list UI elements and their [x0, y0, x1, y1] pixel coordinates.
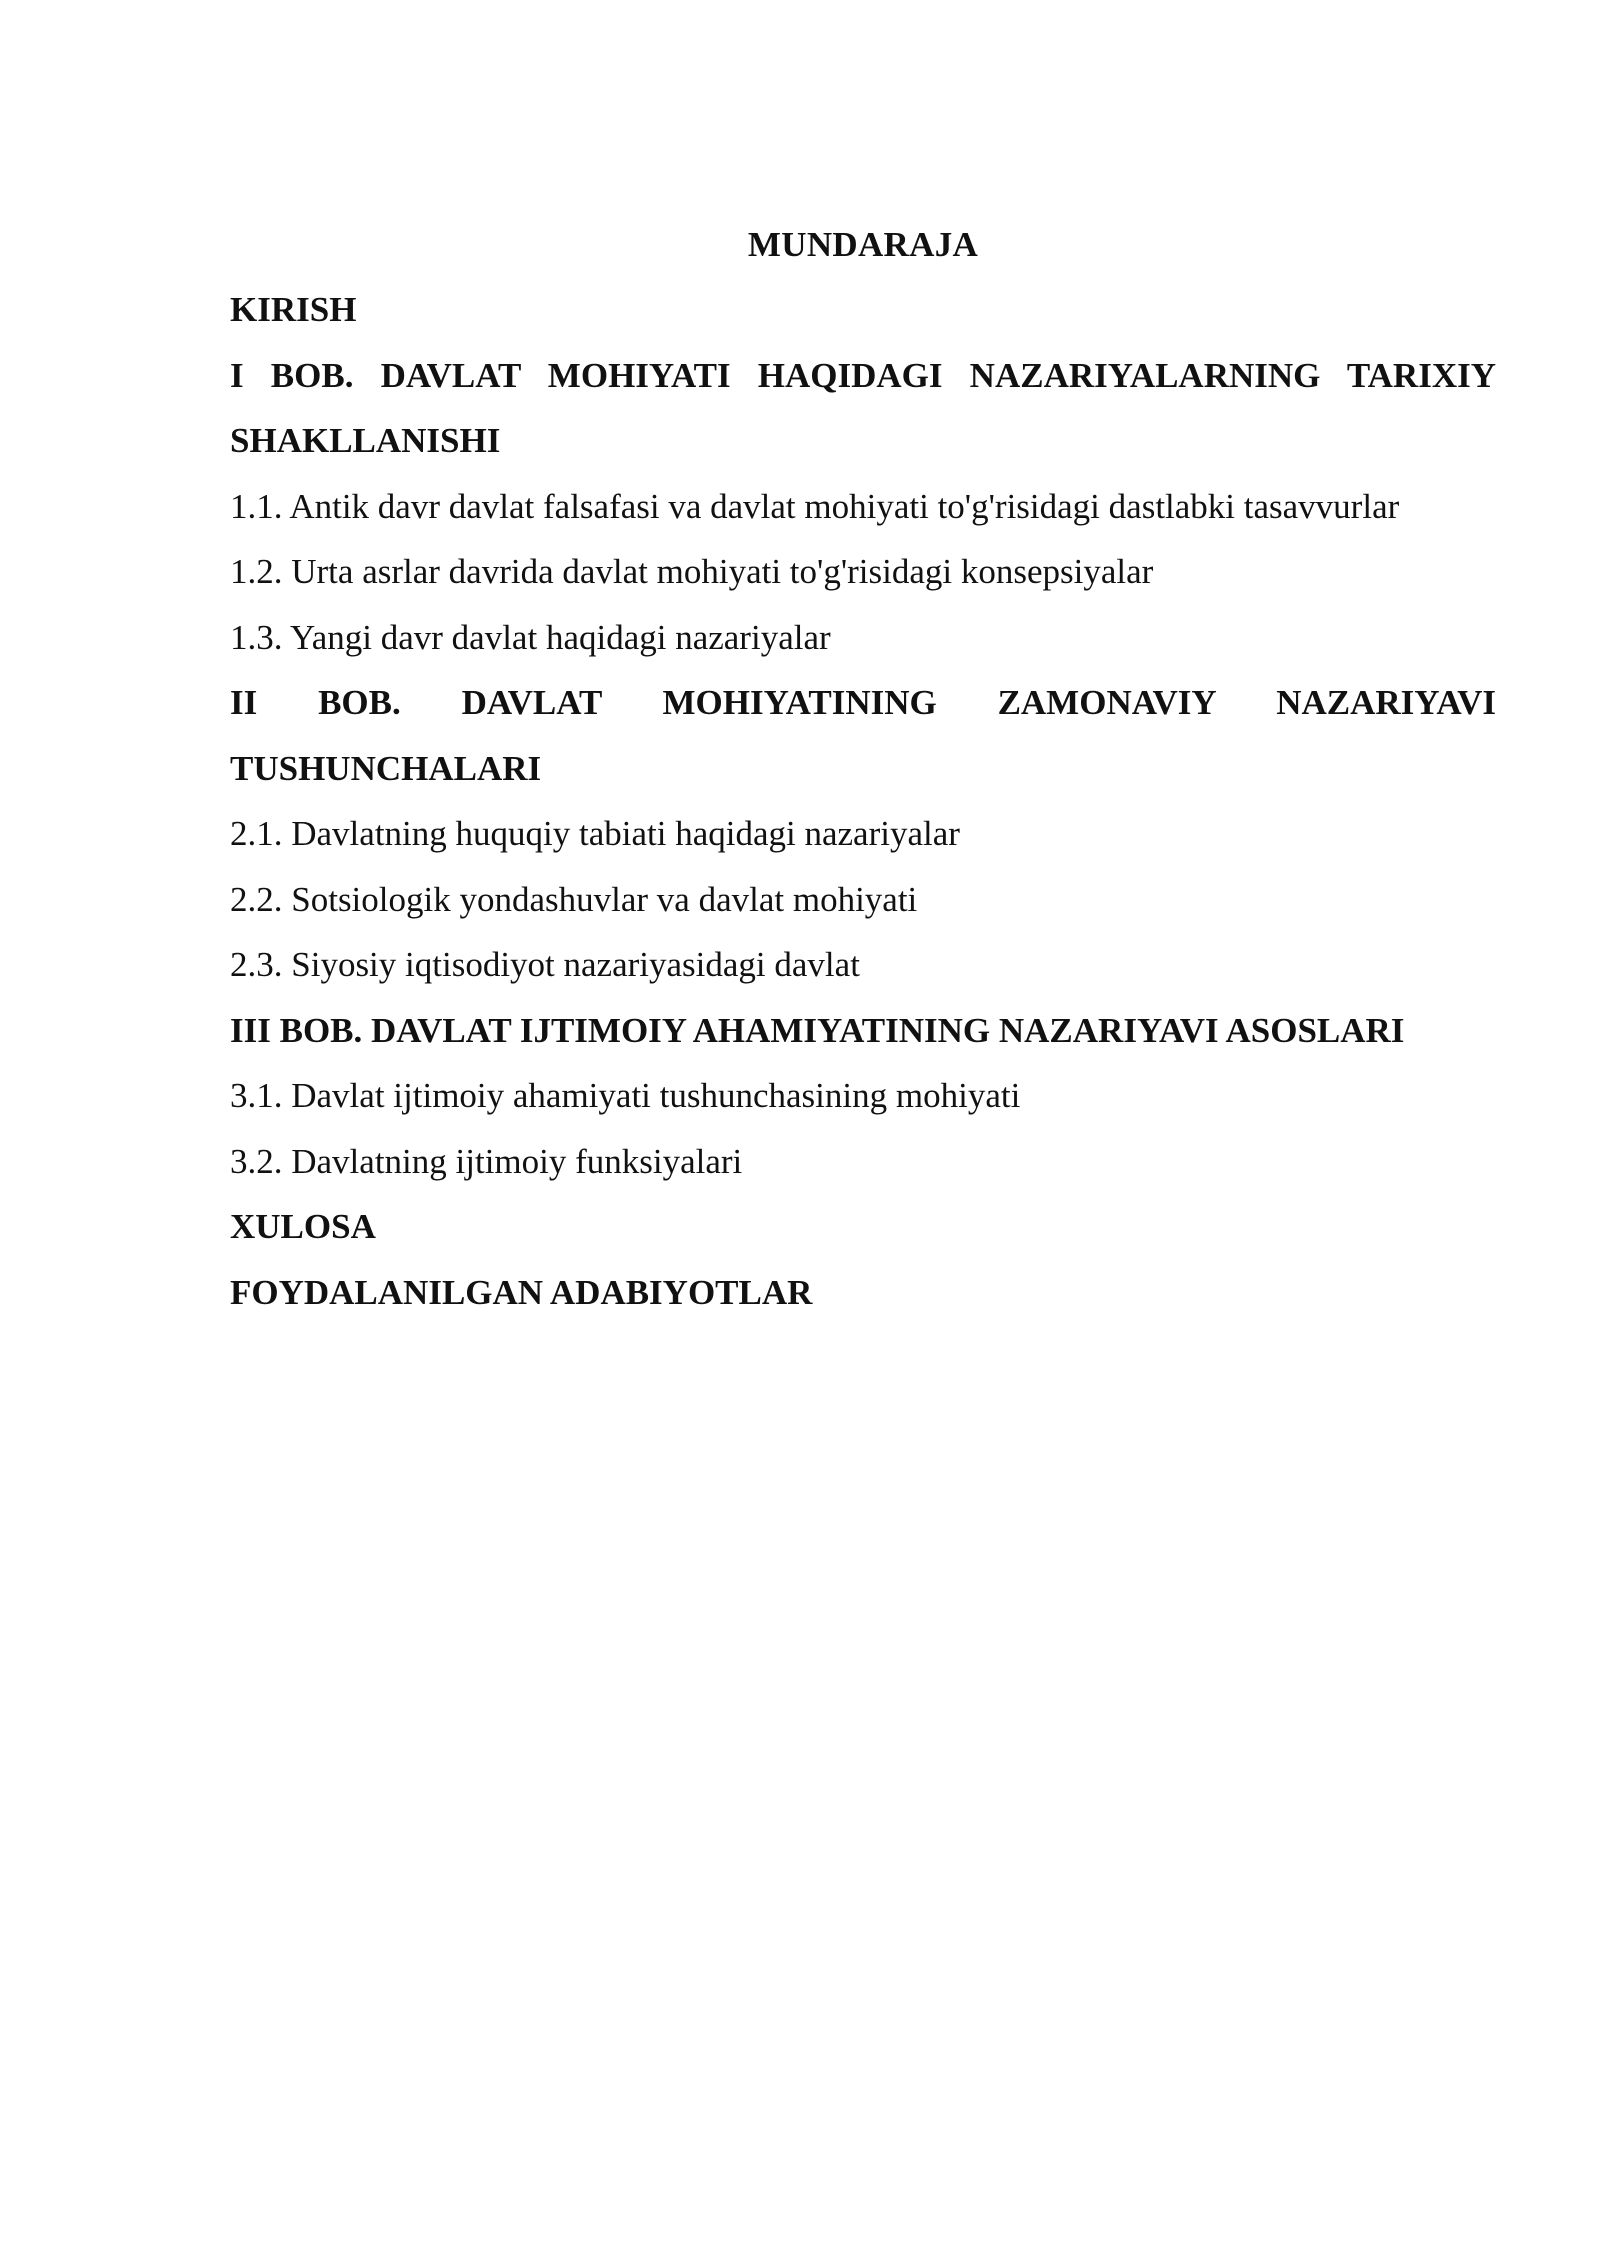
toc-entry-section-2-2: 2.2. Sotsiologik yondashuvlar va davlat mohiyati	[230, 879, 918, 919]
toc-entry-chapter-2: II BOB. DAVLAT MOHIYATINING ZAMONAVIY NAZARIYAVI TUSHUNCHALARI	[230, 683, 1496, 788]
toc-entry-section-2-1: 2.1. Davlatning huquqiy tabiati haqidagi nazariyalar	[230, 814, 960, 853]
page-title: MUNDARAJA	[747, 225, 979, 264]
toc-entry-section-1-3: 1.3. Yangi davr davlat haqidagi nazariyalar	[230, 617, 831, 657]
table-of-contents	[230, 212, 1496, 1325]
toc-entry-references: FOYDALANILGAN ADABIYOTLAR	[230, 1272, 813, 1312]
toc-entry-section-2-3: 2.3. Siyosiy iqtisodiyot nazariyasidagi davlat	[230, 945, 860, 984]
toc-entry-conclusion: XULOSA	[230, 1207, 376, 1246]
toc-entry-chapter-3: III BOB. DAVLAT IJTIMOIY AHAMIYATINING NAZARIYAVI ASOSLARI	[230, 1010, 1405, 1050]
toc-entry-section-1-2: 1.2. Urta asrlar davrida davlat mohiyati to'g'risidagi konsepsiyalar	[230, 552, 1154, 591]
toc-entry-section-3-2: 3.2. Davlatning ijtimoiy funksiyalari	[230, 1141, 743, 1181]
toc-entry-introduction: KIRISH	[230, 290, 357, 329]
toc-entry-chapter-1: I BOB. DAVLAT MOHIYATI HAQIDAGI NAZARIYALARNING TARIXIY SHAKLLANISHI	[230, 355, 1496, 460]
toc-entry-section-3-1: 3.1. Davlat ijtimoiy ahamiyati tushunchasining mohiyati	[230, 1076, 1021, 1115]
toc-entry-section-1-1: 1.1. Antik davr davlat falsafasi va davlat mohiyati to'g'risidagi dastlabki tasavvurlar	[230, 486, 1400, 526]
